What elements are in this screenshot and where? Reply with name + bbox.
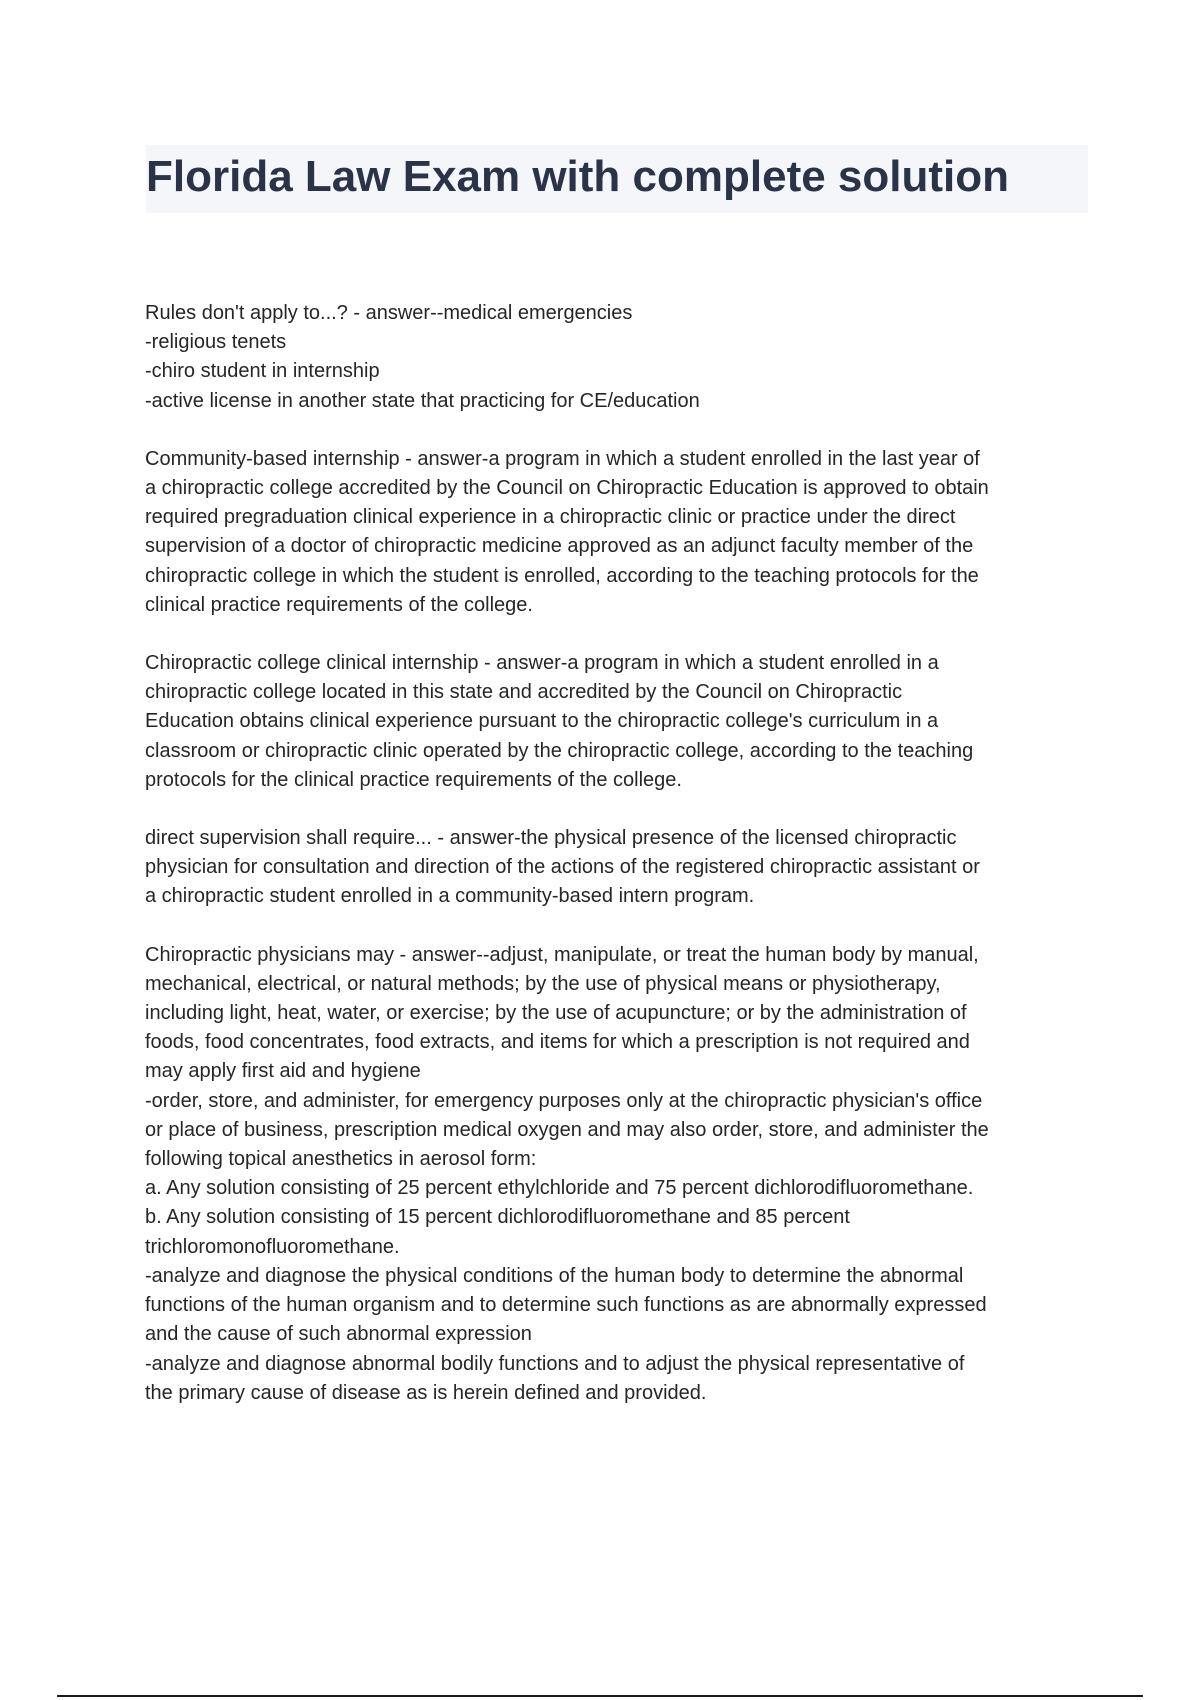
text-line: classroom or chiropractic clinic operated by the chiropractic college, according to the teaching — [145, 739, 974, 762]
text-line: chiropractic college in which the student is enrolled, according to the teaching protocols for the — [145, 564, 979, 587]
text-line: Rules don't apply to...? - answer--medical emergencies — [145, 302, 633, 324]
text-line: -order, store, and administer, for emergency purposes only at the chiropractic physician's office — [145, 1089, 983, 1112]
text-line: clinical practice requirements of the college. — [145, 593, 533, 616]
text-line: Chiropractic physicians may - answer--adjust, manipulate, or treat the human body by manual, — [145, 943, 979, 966]
text-line: protocols for the clinical practice requirements of the college. — [145, 768, 682, 791]
text-line: a chiropractic college accredited by the Council on Chiropractic Education is approved to obtain — [145, 477, 989, 500]
qa-item — [145, 941, 1090, 1408]
text-line: required pregraduation clinical experience in a chiropractic clinic or practice under the direct — [145, 506, 956, 529]
document-title: Florida Law Exam with complete solution — [146, 152, 1010, 201]
text-line: supervision of a doctor of chiropractic medicine approved as an adjunct faculty member of the — [145, 535, 974, 558]
text-line: following topical anesthetics in aerosol form: — [145, 1148, 537, 1171]
qa-text — [145, 941, 1090, 1408]
text-line: Community-based internship - answer-a program in which a student enrolled in the last year of — [145, 447, 980, 470]
text-line: mechanical, electrical, or natural methods; by the use of physical means or physiotherapy, — [145, 972, 941, 995]
qa-item — [145, 824, 1090, 912]
qa-text — [145, 299, 1090, 416]
qa-text — [145, 824, 1090, 912]
text-line: Education obtains clinical experience pursuant to the chiropractic college's curriculum in a — [145, 710, 939, 733]
qa-item — [145, 299, 1090, 416]
text-line: physician for consultation and direction of the actions of the registered chiropractic assistant or — [145, 856, 980, 879]
text-line: -analyze and diagnose the physical conditions of the human body to determine the abnormal — [145, 1264, 964, 1287]
text-line: chiropractic college located in this state and accredited by the Council on Chiropractic — [145, 681, 903, 704]
text-line: trichloromonofluoromethane. — [145, 1235, 400, 1258]
text-line: a chiropractic student enrolled in a community-based intern program. — [145, 885, 755, 908]
text-line: a. Any solution consisting of 25 percent ethylchloride and 75 percent dichlorodifluoromethane. — [145, 1177, 974, 1200]
qa-text — [145, 649, 1090, 795]
text-line: and the cause of such abnormal expression — [145, 1323, 532, 1346]
text-line: -religious tenets — [145, 331, 287, 354]
text-line: -active license in another state that practicing for CE/education — [145, 389, 700, 412]
qa-content — [145, 299, 1090, 1437]
qa-item — [145, 445, 1090, 620]
text-line: foods, food concentrates, food extracts, and items for which a prescription is not required and — [145, 1031, 970, 1054]
footer-divider — [57, 1695, 1143, 1697]
text-line: may apply first aid and hygiene — [145, 1060, 421, 1083]
text-line: -chiro student in internship — [145, 360, 380, 383]
qa-text — [145, 445, 1090, 620]
text-line: or place of business, prescription medical oxygen and may also order, store, and administer the — [145, 1118, 989, 1141]
text-line: b. Any solution consisting of 15 percent dichlorodifluoromethane and 85 percent — [145, 1206, 850, 1229]
text-line: -analyze and diagnose abnormal bodily functions and to adjust the physical representative of — [145, 1352, 965, 1375]
text-line: Chiropractic college clinical internship - answer-a program in which a student enrolled in a — [145, 652, 939, 675]
text-line: direct supervision shall require... - answer-the physical presence of the licensed chiropractic — [145, 827, 957, 850]
text-line: functions of the human organism and to determine such functions as are abnormally expressed — [145, 1294, 987, 1317]
text-line: including light, heat, water, or exercise; by the use of acupuncture; or by the administration of — [145, 1002, 967, 1025]
text-line: the primary cause of disease as is herein defined and provided. — [145, 1381, 707, 1404]
qa-item — [145, 649, 1090, 795]
